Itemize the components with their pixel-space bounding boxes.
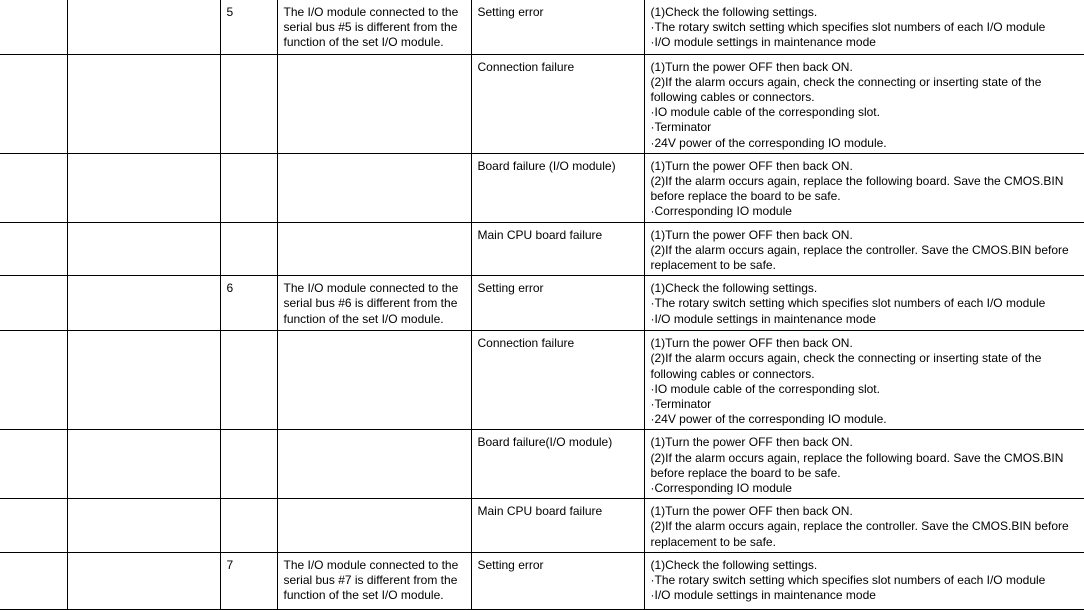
description-cell	[277, 331, 471, 430]
remedy-line: (1)Check the following settings.	[650, 5, 818, 19]
table-row	[0, 552, 1084, 609]
table-row	[0, 222, 1084, 276]
table-row	[0, 153, 1084, 222]
remedy-line: ·Terminator	[650, 396, 712, 411]
remedy-cell	[644, 222, 1084, 276]
remedy-line: ·The rotary switch setting which specifies slot numbers of each I/O module	[650, 20, 1046, 35]
alarm-cause: Board failure (I/O module)	[477, 158, 616, 173]
remedy-line: ·IO module cable of the corresponding slot.	[650, 105, 880, 120]
cause-cell	[471, 331, 644, 430]
remedy-line: (1)Turn the power OFF then back ON.	[650, 158, 853, 173]
remedy-line: following cables or connectors.	[650, 89, 815, 104]
remedy-line: (1)Turn the power OFF then back ON.	[650, 435, 853, 450]
alarm-cause: Main CPU board failure	[477, 504, 603, 519]
cause-cell	[471, 430, 644, 499]
blank-cell	[67, 153, 220, 222]
blank-cell	[0, 430, 67, 499]
blank-cell	[67, 54, 220, 153]
description-cell	[277, 54, 471, 153]
remedy-line: ·I/O module settings in maintenance mode	[650, 588, 876, 603]
table-row	[0, 430, 1084, 499]
alarm-number-cell	[220, 276, 277, 331]
remedy-line: before replace the board to be safe.	[650, 465, 841, 480]
remedy-cell	[644, 54, 1084, 153]
remedy-cell	[644, 153, 1084, 222]
table-row	[0, 54, 1084, 153]
remedy-line: (2)If the alarm occurs again, replace the controller. Save the CMOS.BIN before	[650, 519, 1069, 534]
description-cell	[277, 153, 471, 222]
alarm-cause: Connection failure	[477, 336, 575, 351]
alarm-number-cell	[220, 430, 277, 499]
table-row	[0, 0, 1084, 54]
remedy-line: before replace the board to be safe.	[650, 189, 841, 204]
remedy-line: (2)If the alarm occurs again, replace the following board. Save the CMOS.BIN	[650, 173, 1064, 188]
blank-cell	[67, 0, 220, 54]
alarm-cause: Setting error	[477, 5, 544, 19]
remedy-line: replacement to be safe.	[650, 534, 776, 549]
alarm-cause: Setting error	[477, 557, 544, 572]
alarm-cause: Connection failure	[477, 59, 575, 74]
remedy-line: (2)If the alarm occurs again, check the connecting or inserting state of the	[650, 351, 1042, 366]
remedy-line: ·24V power of the corresponding IO module.	[650, 135, 887, 150]
blank-cell	[67, 499, 220, 553]
remedy-line: (1)Check the following settings.	[650, 281, 818, 296]
remedy-line: ·Terminator	[650, 120, 712, 135]
cause-cell	[471, 0, 644, 54]
blank-cell	[0, 552, 67, 609]
blank-cell	[0, 276, 67, 331]
blank-cell	[67, 430, 220, 499]
description-cell	[277, 222, 471, 276]
cause-cell	[471, 54, 644, 153]
cause-cell	[471, 499, 644, 553]
remedy-cell	[644, 331, 1084, 430]
cause-cell	[471, 153, 644, 222]
alarm-cause: Setting error	[477, 281, 544, 296]
alarm-number-cell	[220, 54, 277, 153]
blank-cell	[67, 276, 220, 331]
remedy-cell	[644, 0, 1084, 54]
description-cell	[277, 0, 471, 54]
remedy-cell	[644, 430, 1084, 499]
alarm-number-cell	[220, 222, 277, 276]
description-cell	[277, 430, 471, 499]
table-row	[0, 276, 1084, 331]
alarm-number-cell	[220, 153, 277, 222]
alarm-number-cell	[220, 552, 277, 609]
remedy-line: ·I/O module settings in maintenance mode	[650, 311, 876, 326]
remedy-line: ·I/O module settings in maintenance mode	[650, 35, 876, 50]
remedy-line: ·24V power of the corresponding IO module.	[650, 412, 887, 427]
alarm-number: 7	[226, 557, 234, 572]
remedy-line: (2)If the alarm occurs again, check the connecting or inserting state of the	[650, 74, 1042, 89]
remedy-line: ·IO module cable of the corresponding slot.	[650, 381, 880, 396]
description-cell	[277, 552, 471, 609]
alarm-number: 5	[226, 5, 234, 19]
table-row	[0, 499, 1084, 553]
blank-cell	[67, 552, 220, 609]
remedy-line: (2)If the alarm occurs again, replace the following board. Save the CMOS.BIN	[650, 450, 1064, 465]
remedy-cell	[644, 552, 1084, 609]
blank-cell	[0, 331, 67, 430]
blank-cell	[0, 499, 67, 553]
remedy-line: (1)Turn the power OFF then back ON.	[650, 227, 853, 242]
alarm-description: The I/O module connected to the serial bus #5 is different from the function of the set I/O module.	[283, 5, 459, 50]
alarm-number: 6	[226, 281, 234, 296]
alarm-number-cell	[220, 499, 277, 553]
remedy-line: (2)If the alarm occurs again, replace the controller. Save the CMOS.BIN before	[650, 242, 1069, 257]
remedy-line: ·The rotary switch setting which specifies slot numbers of each I/O module	[650, 296, 1046, 311]
remedy-cell	[644, 276, 1084, 331]
description-cell	[277, 499, 471, 553]
description-cell	[277, 276, 471, 331]
remedy-cell	[644, 499, 1084, 553]
remedy-line: (1)Turn the power OFF then back ON.	[650, 59, 853, 74]
blank-cell	[0, 153, 67, 222]
alarm-cause: Main CPU board failure	[477, 227, 603, 242]
remedy-line: (1)Turn the power OFF then back ON.	[650, 504, 853, 519]
table-row	[0, 331, 1084, 430]
cause-cell	[471, 276, 644, 331]
blank-cell	[0, 54, 67, 153]
remedy-line: ·The rotary switch setting which specifies slot numbers of each I/O module	[650, 572, 1046, 587]
cause-cell	[471, 552, 644, 609]
remedy-line: (1)Turn the power OFF then back ON.	[650, 336, 853, 351]
remedy-line: following cables or connectors.	[650, 366, 815, 381]
remedy-line: replacement to be safe.	[650, 257, 776, 272]
remedy-line: (1)Check the following settings.	[650, 557, 818, 572]
cause-cell	[471, 222, 644, 276]
alarm-number-cell	[220, 0, 277, 54]
blank-cell	[0, 0, 67, 54]
remedy-line: ·Corresponding IO module	[650, 480, 792, 495]
remedy-line: ·Corresponding IO module	[650, 204, 792, 219]
alarm-description: The I/O module connected to the serial bus #7 is different from the function of the set I/O module.	[283, 557, 459, 603]
blank-cell	[0, 222, 67, 276]
alarm-number-cell	[220, 331, 277, 430]
blank-cell	[67, 331, 220, 430]
alarm-description: The I/O module connected to the serial bus #6 is different from the function of the set I/O module.	[283, 281, 459, 326]
blank-cell	[67, 222, 220, 276]
alarm-cause: Board failure(I/O module)	[477, 435, 613, 450]
